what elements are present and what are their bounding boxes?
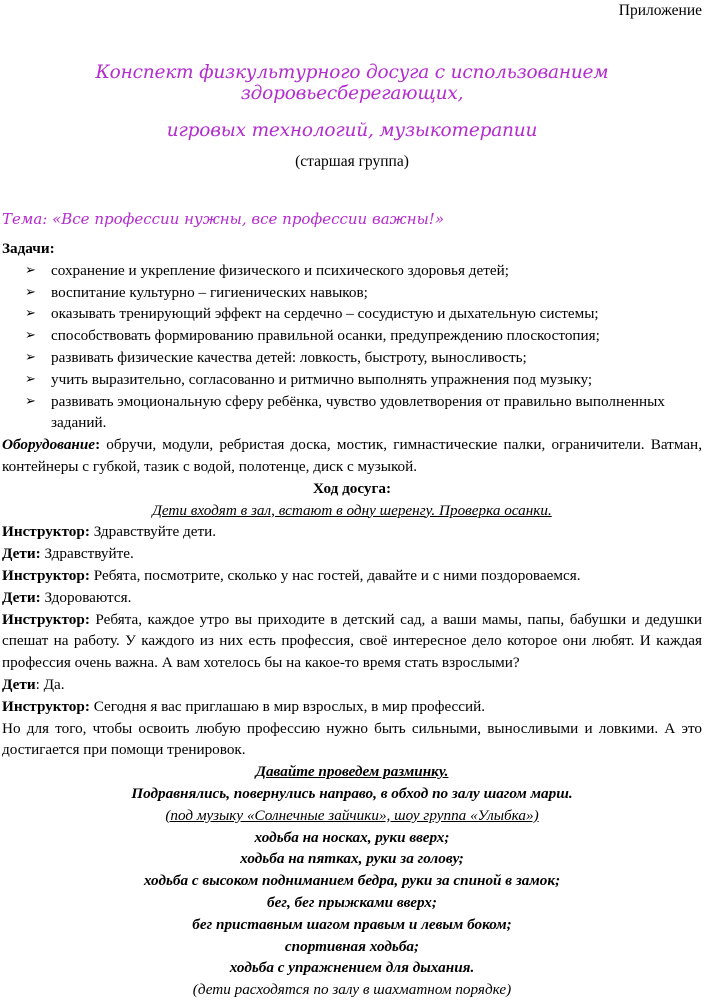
dialogue-text: Здравствуйте. xyxy=(40,545,134,563)
exercise-line: бег, бег прыжками вверх; xyxy=(267,893,437,911)
warmup-music: (под музыку «Солнечные зайчики», шоу группа «Улыбка») xyxy=(165,806,539,824)
dialogue-text: : Да. xyxy=(35,675,65,693)
equipment-text: обручи, модули, ребристая доска, мостик, гимнастические палки, ограничители. Ватман, контейнеры с губкой, тазик с водой, полотенце, диск с музыкой. xyxy=(2,436,702,475)
speaker-label: Инструктор: xyxy=(2,566,90,584)
task-item xyxy=(2,303,702,325)
document-body xyxy=(2,238,702,1001)
document-subtitle: (старшая группа) xyxy=(295,153,409,170)
arrow-bullet-icon: ➢ xyxy=(25,284,36,300)
speaker-label: Инструктор: xyxy=(2,697,90,715)
dialogue-line xyxy=(2,587,702,609)
course-intro: Дети входят в зал, встают в одну шеренгу. Проверка осанки. xyxy=(152,501,552,519)
exercise-line: ходьба на носках, руки вверх; xyxy=(254,828,450,846)
speaker-label: Дети xyxy=(2,675,36,693)
equipment-colon: : xyxy=(95,436,101,454)
arrow-bullet-icon: ➢ xyxy=(25,262,36,278)
equipment-paragraph xyxy=(2,434,702,478)
equipment-label: Оборудование xyxy=(2,436,96,454)
arrow-bullet-icon: ➢ xyxy=(25,393,36,409)
dialogue-text: Ребята, каждое утро вы приходите в детский сад, а ваши мамы, папы, бабушки и дедушки спешат на работу. У каждого из них есть профессия, своё интересное дело которое они любят. И каждая профессия очень важна. А вам хотелось бы на какое-то время стать взрослыми? xyxy=(2,610,702,672)
task-item xyxy=(2,369,702,391)
task-text: способствовать формированию правильной осанки, предупреждению плоскостопия; xyxy=(51,327,600,345)
task-text: сохранение и укрепление физического и психического здоровья детей; xyxy=(51,261,509,279)
task-item xyxy=(2,260,702,282)
dialogue-line xyxy=(2,521,702,543)
exercise-line: бег приставным шагом правым и левым боком; xyxy=(192,915,512,933)
document-title-line-2: игровых технологий, музыкотерапии xyxy=(166,120,538,141)
document-title-line-1: Конспект физкультурного досуга с использованием здоровьесберегающих, xyxy=(95,62,609,104)
exercise-line: спортивная ходьба; xyxy=(284,937,420,955)
task-item xyxy=(2,347,702,369)
warmup-instruction: Подравнялись, повернулись направо, в обход по залу шагом марш. xyxy=(131,784,573,802)
appendix-label: Приложение xyxy=(618,2,702,19)
speaker-label: Дети: xyxy=(2,545,41,563)
exercise-line: ходьба на пятках, руки за голову; xyxy=(240,850,464,868)
arrow-bullet-icon: ➢ xyxy=(25,328,36,344)
speaker-label: Инструктор: xyxy=(2,523,90,541)
task-text: воспитание культурно – гигиенических навыков; xyxy=(51,283,368,301)
dialogue-text: Ребята, посмотрите, сколько у нас гостей, давайте и с ними поздороваемся. xyxy=(89,566,581,584)
task-item xyxy=(2,325,702,347)
warmup-heading: Давайте проведем разминку. xyxy=(255,763,449,781)
dialogue-line xyxy=(2,565,702,587)
task-item xyxy=(2,282,702,304)
task-text: развивать эмоциональную сферу ребёнка, чувство удовлетворения от правильно выполненных заданий. xyxy=(51,392,665,432)
dialogue-text: Сегодня я вас приглашаю в мир взрослых, в мир профессий. xyxy=(89,697,486,715)
task-item xyxy=(2,391,702,435)
dialogue-text: Здравствуйте дети. xyxy=(89,523,217,541)
speaker-label: Инструктор: xyxy=(2,610,90,628)
arrow-bullet-icon: ➢ xyxy=(25,371,36,387)
dialogue-line xyxy=(2,696,702,718)
task-text: учить выразительно, согласованно и ритмично выполнять упражнения под музыку; xyxy=(51,370,593,388)
training-paragraph: Но для того, чтобы освоить любую профессию нужно быть сильными, выносливыми и ловкими. А это достигается при помощи тренировок. xyxy=(2,719,702,759)
theme-line: Тема: «Все профессии нужны, все профессии важны!» xyxy=(2,210,445,228)
arrow-bullet-icon: ➢ xyxy=(25,306,36,322)
dialogue-text: Здороваются. xyxy=(40,588,132,606)
task-text: развивать физические качества детей: ловкость, быстроту, выносливость; xyxy=(51,348,527,366)
dialogue-line xyxy=(2,674,702,696)
speaker-label: Дети: xyxy=(2,588,41,606)
task-text: оказывать тренирующий эффект на сердечно – сосудистую и дыхательную системы; xyxy=(51,305,599,323)
dialogue-line xyxy=(2,543,702,565)
tasks-label: Задачи: xyxy=(2,240,55,257)
course-heading: Ход досуга: xyxy=(312,479,392,497)
tasks-list xyxy=(2,260,702,434)
warmup-closing: (дети расходятся по залу в шахматном порядке) xyxy=(192,981,512,999)
exercise-line: ходьба с высоком подниманием бедра, руки за спиной в замок; xyxy=(143,872,561,890)
dialogue-line xyxy=(2,609,702,674)
exercise-line: ходьба с упражнением для дыхания. xyxy=(229,959,475,977)
arrow-bullet-icon: ➢ xyxy=(25,349,36,365)
